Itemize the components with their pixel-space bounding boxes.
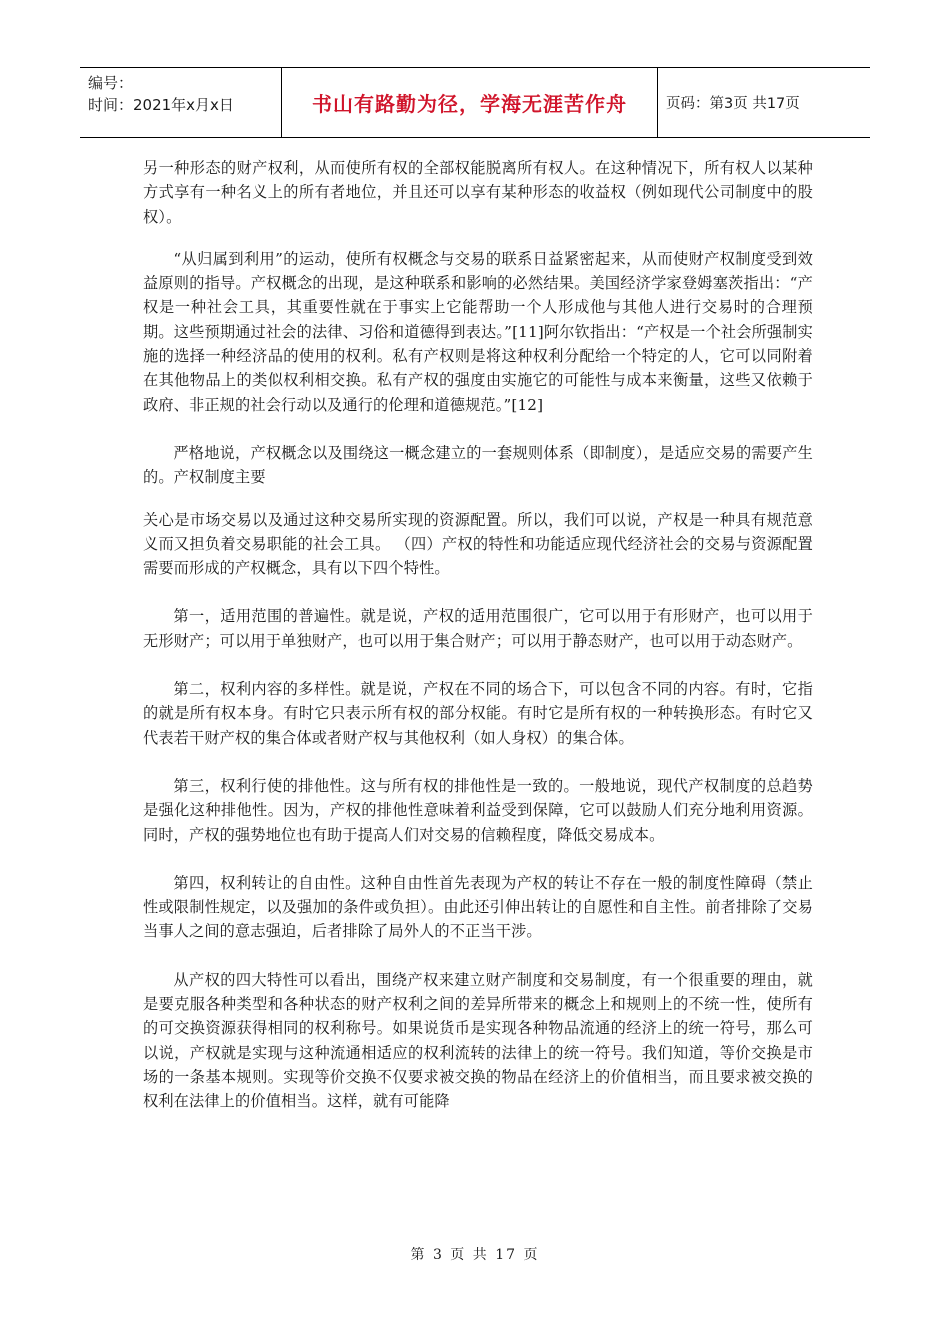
header-motto: 书山有路勤为径，学海无涯苦作舟 bbox=[282, 68, 658, 137]
document-body bbox=[143, 156, 813, 1138]
header-meta bbox=[80, 68, 282, 137]
paragraph: 严格地说，产权概念以及围绕这一概念建立的一套规则体系（即制度），是适应交易的需要产生的。产权制度主要 bbox=[143, 443, 813, 487]
paragraph: 第三，权利行使的排他性。这与所有权的排他性是一致的。一般地说，现代产权制度的总趋势是强化这种排他性。因为，产权的排他性意味着利益受到保障，它可以鼓励人们充分地利用资源。同时，产权的强势地位也有助于提高人们对交易的信赖程度，降低交易成本。 bbox=[143, 776, 813, 844]
paragraph: 关心是市场交易以及通过这种交易所实现的资源配置。所以，我们可以说，产权是一种具有规范意义而又担负着交易职能的社会工具。 （四）产权的特性和功能适应现代经济社会的交易与资源配置需要而形成的产权概念，具有以下四个特性。 bbox=[143, 510, 813, 578]
paragraph: 另一种形态的财产权利，从而使所有权的全部权能脱离所有权人。在这种情况下，所有权人以某种方式享有一种名义上的所有者地位，并且还可以享有某种形态的收益权（例如现代公司制度中的股权）。 bbox=[143, 159, 813, 226]
paragraph: 第四，权利转让的自由性。这种自由性首先表现为产权的转让不存在一般的制度性障碍（禁止性或限制性规定，以及强加的条件或负担）。由此还引伸出转让的自愿性和自主性。前者排除了交易当事人之间的意志强迫，后者排除了局外人的不正当干涉。 bbox=[143, 873, 813, 941]
document-number-label: 编号： bbox=[88, 74, 134, 92]
document-time-label: 时间：2021年x月x日 bbox=[88, 96, 234, 114]
paragraph: 第二，权利内容的多样性。就是说，产权在不同的场合下，可以包含不同的内容。有时，它指的就是所有权本身。有时它只表示所有权的部分权能。有时它是所有权的一种转换形态。有时它又代表若干财产权的集合体或者财产权与其他权利（如人身权）的集合体。 bbox=[143, 680, 813, 747]
paragraph: 第一，适用范围的普遍性。就是说，产权的适用范围很广，它可以用于有形财产，也可以用于无形财产；可以用于单独财产，也可以用于集合财产；可以用于静态财产，也可以用于动态财产。 bbox=[143, 607, 813, 650]
paragraph: 从产权的四大特性可以看出，围绕产权来建立财产制度和交易制度，有一个很重要的理由，就是要克服各种类型和各种状态的财产权利之间的差异所带来的概念上和规则上的不统一性，使所有的可交换资源获得相同的权利称号。如果说货币是实现各种物品流通的经济上的统一符号，那么可以说，产权就是实现与这种流通相适应的权利流转的法律上的统一符号。我们知道，等价交换是市场的一条基本规则。实现等价交换不仅要求被交换的物品在经济上的价值相当，而且要求被交换的权利在法律上的价值相当。这样，就有可能降 bbox=[143, 970, 813, 1111]
header-page-label: 页码：第3页 共17页 bbox=[666, 96, 800, 112]
page-footer: 第 3 页 共 17 页 bbox=[410, 1247, 540, 1263]
paragraph: “从归属到利用”的运动，使所有权概念与交易的联系日益紧密起来，从而使财产权制度受到效益原则的指导。产权概念的出现，是这种联系和影响的必然结果。美国经济学家登姆塞茨指出：“产权是一种社会工具，其重要性就在于事实上它能帮助一个人形成他与其他人进行交易时的合理预期。这些预期通过社会的法律、习俗和道德得到表达。”[11]阿尔钦指出：“产权是一个社会所强制实施的选择一种经济品的使用的权利。私有产权则是将这种权利分配给一个特定的人，它可以同附着在其他物品上的类似权利相交换。私有产权的强度由实施它的可能性与成本来衡量，这些又依赖于政府、非正规的社会行动以及通行的伦理和道德规范。”[12] bbox=[143, 249, 813, 414]
page-header bbox=[80, 67, 870, 138]
